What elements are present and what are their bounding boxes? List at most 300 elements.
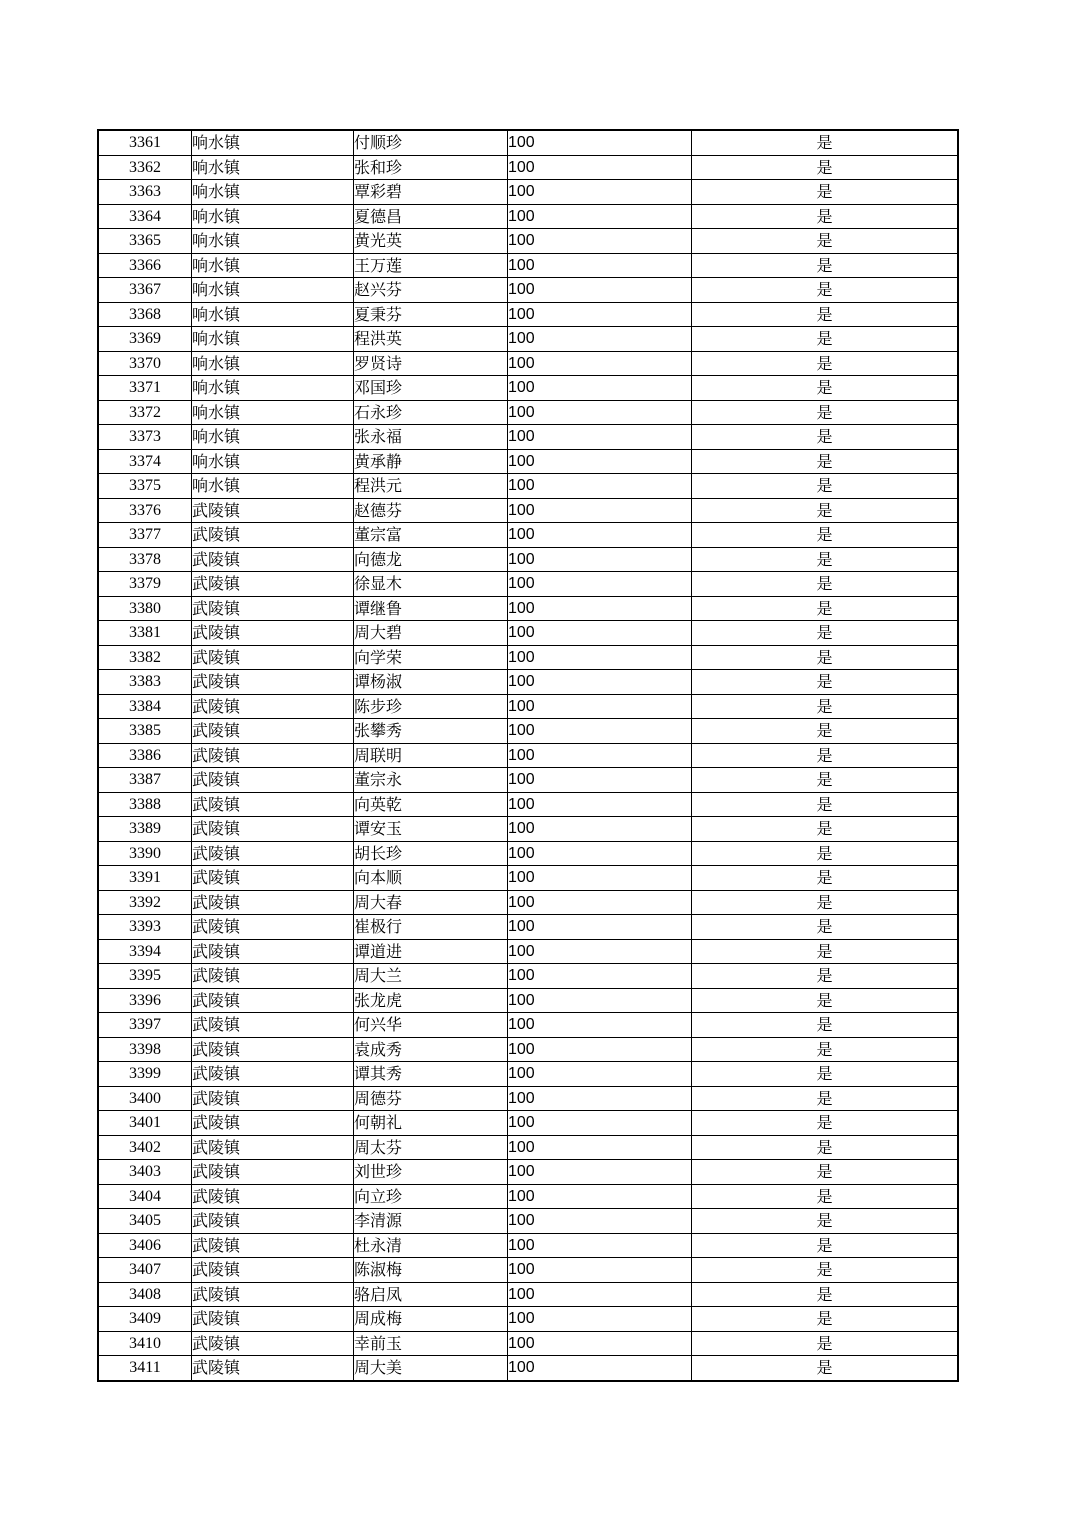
status-cell: 是 (692, 841, 959, 866)
row-number-cell: 3403 (98, 1160, 192, 1185)
person-name-cell: 何兴华 (354, 1013, 508, 1038)
amount-cell: 100 (508, 572, 692, 597)
amount-cell: 100 (508, 670, 692, 695)
person-name-cell: 何朝礼 (354, 1111, 508, 1136)
table-row (98, 180, 958, 205)
row-number-cell: 3406 (98, 1233, 192, 1258)
status-cell: 是 (692, 645, 959, 670)
town-cell: 响水镇 (192, 155, 354, 180)
town-cell: 响水镇 (192, 278, 354, 303)
table-row (98, 890, 958, 915)
town-cell: 武陵镇 (192, 523, 354, 548)
table-row (98, 498, 958, 523)
table-row (98, 1111, 958, 1136)
amount-cell: 100 (508, 449, 692, 474)
amount-cell: 100 (508, 988, 692, 1013)
amount-cell: 100 (508, 719, 692, 744)
row-number-cell: 3368 (98, 302, 192, 327)
table-row (98, 670, 958, 695)
row-number-cell: 3378 (98, 547, 192, 572)
row-number-cell: 3380 (98, 596, 192, 621)
status-cell: 是 (692, 180, 959, 205)
town-cell: 响水镇 (192, 376, 354, 401)
person-name-cell: 黄光英 (354, 229, 508, 254)
status-cell: 是 (692, 1135, 959, 1160)
table-row (98, 645, 958, 670)
status-cell: 是 (692, 792, 959, 817)
row-number-cell: 3369 (98, 327, 192, 352)
person-name-cell: 程洪英 (354, 327, 508, 352)
town-cell: 武陵镇 (192, 792, 354, 817)
row-number-cell: 3367 (98, 278, 192, 303)
row-number-cell: 3401 (98, 1111, 192, 1136)
status-cell: 是 (692, 327, 959, 352)
status-cell: 是 (692, 939, 959, 964)
table-row (98, 204, 958, 229)
amount-cell: 100 (508, 1282, 692, 1307)
table-row (98, 621, 958, 646)
table-row (98, 1258, 958, 1283)
table-row (98, 1184, 958, 1209)
amount-cell: 100 (508, 1209, 692, 1234)
status-cell: 是 (692, 155, 959, 180)
person-name-cell: 付顺珍 (354, 130, 508, 155)
person-name-cell: 张和珍 (354, 155, 508, 180)
amount-cell: 100 (508, 130, 692, 155)
table-row (98, 1062, 958, 1087)
status-cell: 是 (692, 1013, 959, 1038)
person-name-cell: 陈步珍 (354, 694, 508, 719)
person-name-cell: 向立珍 (354, 1184, 508, 1209)
row-number-cell: 3365 (98, 229, 192, 254)
town-cell: 武陵镇 (192, 1086, 354, 1111)
amount-cell: 100 (508, 1062, 692, 1087)
status-cell: 是 (692, 400, 959, 425)
town-cell: 武陵镇 (192, 498, 354, 523)
table-row (98, 817, 958, 842)
amount-cell: 100 (508, 645, 692, 670)
table-row (98, 743, 958, 768)
table-row (98, 1013, 958, 1038)
person-name-cell: 程洪元 (354, 474, 508, 499)
row-number-cell: 3409 (98, 1307, 192, 1332)
table-row (98, 376, 958, 401)
table-row (98, 694, 958, 719)
row-number-cell: 3371 (98, 376, 192, 401)
amount-cell: 100 (508, 841, 692, 866)
row-number-cell: 3363 (98, 180, 192, 205)
town-cell: 响水镇 (192, 302, 354, 327)
status-cell: 是 (692, 351, 959, 376)
row-number-cell: 3407 (98, 1258, 192, 1283)
person-name-cell: 骆启凤 (354, 1282, 508, 1307)
amount-cell: 100 (508, 1135, 692, 1160)
status-cell: 是 (692, 130, 959, 155)
amount-cell: 100 (508, 1086, 692, 1111)
status-cell: 是 (692, 1184, 959, 1209)
table-row (98, 523, 958, 548)
row-number-cell: 3398 (98, 1037, 192, 1062)
status-cell: 是 (692, 817, 959, 842)
status-cell: 是 (692, 376, 959, 401)
town-cell: 武陵镇 (192, 1111, 354, 1136)
table-row (98, 1209, 958, 1234)
person-name-cell: 夏德昌 (354, 204, 508, 229)
row-number-cell: 3388 (98, 792, 192, 817)
status-cell: 是 (692, 1160, 959, 1185)
amount-cell: 100 (508, 1356, 692, 1381)
town-cell: 武陵镇 (192, 1307, 354, 1332)
status-cell: 是 (692, 890, 959, 915)
town-cell: 武陵镇 (192, 768, 354, 793)
amount-cell: 100 (508, 1037, 692, 1062)
person-name-cell: 向学荣 (354, 645, 508, 670)
person-name-cell: 石永珍 (354, 400, 508, 425)
town-cell: 武陵镇 (192, 596, 354, 621)
status-cell: 是 (692, 498, 959, 523)
town-cell: 武陵镇 (192, 1160, 354, 1185)
amount-cell: 100 (508, 498, 692, 523)
table-row (98, 719, 958, 744)
table-row (98, 130, 958, 155)
table-row (98, 792, 958, 817)
row-number-cell: 3386 (98, 743, 192, 768)
person-name-cell: 谭道进 (354, 939, 508, 964)
status-cell: 是 (692, 988, 959, 1013)
town-cell: 响水镇 (192, 253, 354, 278)
town-cell: 响水镇 (192, 474, 354, 499)
status-cell: 是 (692, 964, 959, 989)
town-cell: 武陵镇 (192, 694, 354, 719)
table-row (98, 474, 958, 499)
person-name-cell: 张龙虎 (354, 988, 508, 1013)
table-row (98, 988, 958, 1013)
person-name-cell: 张攀秀 (354, 719, 508, 744)
status-cell: 是 (692, 1307, 959, 1332)
table-row (98, 327, 958, 352)
row-number-cell: 3361 (98, 130, 192, 155)
table-row (98, 1356, 958, 1381)
person-name-cell: 李清源 (354, 1209, 508, 1234)
town-cell: 响水镇 (192, 425, 354, 450)
table-row (98, 841, 958, 866)
status-cell: 是 (692, 915, 959, 940)
row-number-cell: 3408 (98, 1282, 192, 1307)
row-number-cell: 3379 (98, 572, 192, 597)
person-name-cell: 谭杨淑 (354, 670, 508, 695)
row-number-cell: 3397 (98, 1013, 192, 1038)
status-cell: 是 (692, 449, 959, 474)
person-name-cell: 刘世珍 (354, 1160, 508, 1185)
person-name-cell: 徐显木 (354, 572, 508, 597)
town-cell: 武陵镇 (192, 719, 354, 744)
amount-cell: 100 (508, 915, 692, 940)
table-row (98, 155, 958, 180)
amount-cell: 100 (508, 964, 692, 989)
town-cell: 响水镇 (192, 327, 354, 352)
amount-cell: 100 (508, 376, 692, 401)
row-number-cell: 3393 (98, 915, 192, 940)
row-number-cell: 3366 (98, 253, 192, 278)
amount-cell: 100 (508, 229, 692, 254)
town-cell: 武陵镇 (192, 572, 354, 597)
amount-cell: 100 (508, 890, 692, 915)
table-row (98, 1282, 958, 1307)
row-number-cell: 3399 (98, 1062, 192, 1087)
town-cell: 响水镇 (192, 180, 354, 205)
person-name-cell: 陈淑梅 (354, 1258, 508, 1283)
amount-cell: 100 (508, 743, 692, 768)
person-name-cell: 向本顺 (354, 866, 508, 891)
row-number-cell: 3375 (98, 474, 192, 499)
status-cell: 是 (692, 572, 959, 597)
table-row (98, 596, 958, 621)
status-cell: 是 (692, 425, 959, 450)
town-cell: 武陵镇 (192, 1356, 354, 1381)
person-name-cell: 董宗永 (354, 768, 508, 793)
person-name-cell: 周大碧 (354, 621, 508, 646)
town-cell: 武陵镇 (192, 1062, 354, 1087)
amount-cell: 100 (508, 547, 692, 572)
status-cell: 是 (692, 523, 959, 548)
status-cell: 是 (692, 278, 959, 303)
person-name-cell: 罗贤诗 (354, 351, 508, 376)
row-number-cell: 3390 (98, 841, 192, 866)
amount-cell: 100 (508, 1331, 692, 1356)
town-cell: 武陵镇 (192, 1331, 354, 1356)
person-name-cell: 谭安玉 (354, 817, 508, 842)
status-cell: 是 (692, 302, 959, 327)
person-name-cell: 赵兴芬 (354, 278, 508, 303)
amount-cell: 100 (508, 204, 692, 229)
table-row (98, 1331, 958, 1356)
table-row (98, 1037, 958, 1062)
amount-cell: 100 (508, 817, 692, 842)
table-row (98, 351, 958, 376)
row-number-cell: 3370 (98, 351, 192, 376)
row-number-cell: 3362 (98, 155, 192, 180)
town-cell: 武陵镇 (192, 1184, 354, 1209)
amount-cell: 100 (508, 768, 692, 793)
town-cell: 武陵镇 (192, 939, 354, 964)
town-cell: 武陵镇 (192, 621, 354, 646)
table-row (98, 915, 958, 940)
amount-cell: 100 (508, 302, 692, 327)
person-name-cell: 王万莲 (354, 253, 508, 278)
town-cell: 武陵镇 (192, 1258, 354, 1283)
amount-cell: 100 (508, 1013, 692, 1038)
town-cell: 武陵镇 (192, 988, 354, 1013)
table-row (98, 1233, 958, 1258)
person-name-cell: 周大兰 (354, 964, 508, 989)
status-cell: 是 (692, 596, 959, 621)
person-name-cell: 周联明 (354, 743, 508, 768)
amount-cell: 100 (508, 327, 692, 352)
town-cell: 武陵镇 (192, 743, 354, 768)
status-cell: 是 (692, 1086, 959, 1111)
table-row (98, 572, 958, 597)
table-row (98, 1135, 958, 1160)
table-row (98, 939, 958, 964)
row-number-cell: 3405 (98, 1209, 192, 1234)
row-number-cell: 3402 (98, 1135, 192, 1160)
table-row (98, 768, 958, 793)
amount-cell: 100 (508, 253, 692, 278)
table-row (98, 425, 958, 450)
town-cell: 武陵镇 (192, 915, 354, 940)
row-number-cell: 3374 (98, 449, 192, 474)
row-number-cell: 3373 (98, 425, 192, 450)
town-cell: 武陵镇 (192, 1037, 354, 1062)
person-name-cell: 向英乾 (354, 792, 508, 817)
town-cell: 武陵镇 (192, 547, 354, 572)
amount-cell: 100 (508, 596, 692, 621)
amount-cell: 100 (508, 1258, 692, 1283)
status-cell: 是 (692, 1233, 959, 1258)
row-number-cell: 3396 (98, 988, 192, 1013)
status-cell: 是 (692, 1258, 959, 1283)
town-cell: 响水镇 (192, 351, 354, 376)
status-cell: 是 (692, 694, 959, 719)
person-name-cell: 夏秉芬 (354, 302, 508, 327)
town-cell: 武陵镇 (192, 1209, 354, 1234)
row-number-cell: 3404 (98, 1184, 192, 1209)
row-number-cell: 3372 (98, 400, 192, 425)
amount-cell: 100 (508, 523, 692, 548)
row-number-cell: 3410 (98, 1331, 192, 1356)
status-cell: 是 (692, 1331, 959, 1356)
row-number-cell: 3400 (98, 1086, 192, 1111)
table-row (98, 229, 958, 254)
status-cell: 是 (692, 1111, 959, 1136)
person-name-cell: 袁成秀 (354, 1037, 508, 1062)
status-cell: 是 (692, 547, 959, 572)
town-cell: 响水镇 (192, 204, 354, 229)
amount-cell: 100 (508, 180, 692, 205)
amount-cell: 100 (508, 1111, 692, 1136)
amount-cell: 100 (508, 474, 692, 499)
row-number-cell: 3385 (98, 719, 192, 744)
town-cell: 武陵镇 (192, 964, 354, 989)
status-cell: 是 (692, 1037, 959, 1062)
status-cell: 是 (692, 768, 959, 793)
person-name-cell: 周德芬 (354, 1086, 508, 1111)
row-number-cell: 3394 (98, 939, 192, 964)
amount-cell: 100 (508, 425, 692, 450)
town-cell: 响水镇 (192, 130, 354, 155)
table-row (98, 1307, 958, 1332)
status-cell: 是 (692, 1356, 959, 1381)
person-name-cell: 周大美 (354, 1356, 508, 1381)
amount-cell: 100 (508, 400, 692, 425)
amount-cell: 100 (508, 792, 692, 817)
table-body (98, 130, 958, 1381)
row-number-cell: 3383 (98, 670, 192, 695)
town-cell: 武陵镇 (192, 1282, 354, 1307)
person-name-cell: 黄承静 (354, 449, 508, 474)
person-name-cell: 谭其秀 (354, 1062, 508, 1087)
table-row (98, 1086, 958, 1111)
status-cell: 是 (692, 866, 959, 891)
person-name-cell: 邓国珍 (354, 376, 508, 401)
row-number-cell: 3377 (98, 523, 192, 548)
town-cell: 响水镇 (192, 449, 354, 474)
amount-cell: 100 (508, 278, 692, 303)
person-name-cell: 胡长珍 (354, 841, 508, 866)
row-number-cell: 3387 (98, 768, 192, 793)
table-row (98, 1160, 958, 1185)
person-name-cell: 崔极行 (354, 915, 508, 940)
town-cell: 武陵镇 (192, 1135, 354, 1160)
row-number-cell: 3391 (98, 866, 192, 891)
table-row (98, 964, 958, 989)
row-number-cell: 3364 (98, 204, 192, 229)
amount-cell: 100 (508, 1160, 692, 1185)
row-number-cell: 3411 (98, 1356, 192, 1381)
status-cell: 是 (692, 670, 959, 695)
amount-cell: 100 (508, 1184, 692, 1209)
amount-cell: 100 (508, 621, 692, 646)
town-cell: 响水镇 (192, 400, 354, 425)
amount-cell: 100 (508, 939, 692, 964)
row-number-cell: 3382 (98, 645, 192, 670)
town-cell: 响水镇 (192, 229, 354, 254)
status-cell: 是 (692, 743, 959, 768)
status-cell: 是 (692, 1062, 959, 1087)
status-cell: 是 (692, 474, 959, 499)
town-cell: 武陵镇 (192, 841, 354, 866)
town-cell: 武陵镇 (192, 1233, 354, 1258)
records-table (97, 129, 959, 1382)
amount-cell: 100 (508, 694, 692, 719)
person-name-cell: 周大春 (354, 890, 508, 915)
person-name-cell: 谭继鲁 (354, 596, 508, 621)
status-cell: 是 (692, 204, 959, 229)
status-cell: 是 (692, 253, 959, 278)
person-name-cell: 周太芬 (354, 1135, 508, 1160)
person-name-cell: 向德龙 (354, 547, 508, 572)
row-number-cell: 3384 (98, 694, 192, 719)
table-row (98, 253, 958, 278)
status-cell: 是 (692, 1209, 959, 1234)
town-cell: 武陵镇 (192, 866, 354, 891)
person-name-cell: 覃彩碧 (354, 180, 508, 205)
amount-cell: 100 (508, 866, 692, 891)
town-cell: 武陵镇 (192, 645, 354, 670)
status-cell: 是 (692, 1282, 959, 1307)
amount-cell: 100 (508, 1233, 692, 1258)
person-name-cell: 张永福 (354, 425, 508, 450)
table-row (98, 449, 958, 474)
person-name-cell: 赵德芬 (354, 498, 508, 523)
row-number-cell: 3381 (98, 621, 192, 646)
person-name-cell: 周成梅 (354, 1307, 508, 1332)
town-cell: 武陵镇 (192, 817, 354, 842)
table-row (98, 278, 958, 303)
status-cell: 是 (692, 621, 959, 646)
amount-cell: 100 (508, 155, 692, 180)
status-cell: 是 (692, 719, 959, 744)
row-number-cell: 3376 (98, 498, 192, 523)
row-number-cell: 3392 (98, 890, 192, 915)
person-name-cell: 杜永清 (354, 1233, 508, 1258)
person-name-cell: 幸前玉 (354, 1331, 508, 1356)
status-cell: 是 (692, 229, 959, 254)
row-number-cell: 3389 (98, 817, 192, 842)
town-cell: 武陵镇 (192, 670, 354, 695)
town-cell: 武陵镇 (192, 890, 354, 915)
table-row (98, 866, 958, 891)
